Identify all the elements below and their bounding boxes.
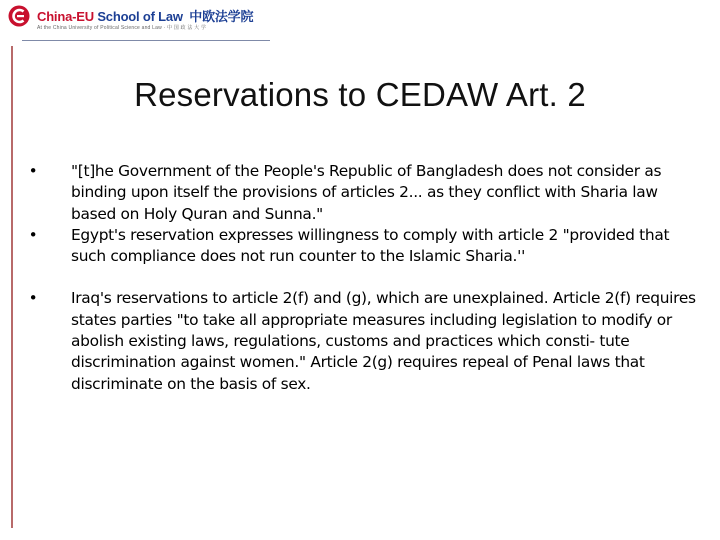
school-name-chinese: 中欧法学院 <box>189 9 254 24</box>
school-name <box>37 6 253 25</box>
header-divider <box>22 40 270 41</box>
school-name-part2: School of Law <box>97 9 183 24</box>
bullet-text: Iraq's reservations to article 2(f) and (g), which are unexplained. Article 2(f) requires states parties "to take all appropriate measures including legislation to modify or abolish existing laws, regulations, customs and practices which consti- tute discrimination against women." Article 2(g) requires repeal of Penal laws that discriminate on the basis of sex. <box>71 289 696 393</box>
bullet-text: "[t]he Government of the People's Republic of Bangladesh does not consider as binding upon itself the provisions of articles 2... as they conflict with Sharia law based on Holy Quran and Sunna." <box>71 162 662 223</box>
bullet-list <box>26 161 696 395</box>
slide-title: Reservations to CEDAW Art. 2 <box>134 76 586 113</box>
china-eu-logo-icon <box>8 5 30 27</box>
school-subtitle: At the China University of Political Science and Law · 中 国 政 法 大 学 <box>37 25 207 31</box>
bullet-item-bangladesh <box>26 161 696 225</box>
left-margin-rule <box>11 46 13 528</box>
bullet-icon: • <box>28 162 38 180</box>
school-name-part1: China-EU <box>37 9 94 24</box>
bullet-text: Egypt's reservation expresses willingness to comply with article 2 "provided that such compliance does not run counter to the Islamic Sharia.'' <box>71 225 670 266</box>
bullet-icon: • <box>28 225 38 244</box>
bullet-icon: • <box>28 289 38 308</box>
bullet-item-iraq <box>26 288 696 394</box>
bullet-item-egypt <box>26 225 696 268</box>
school-logo-header <box>8 4 408 42</box>
